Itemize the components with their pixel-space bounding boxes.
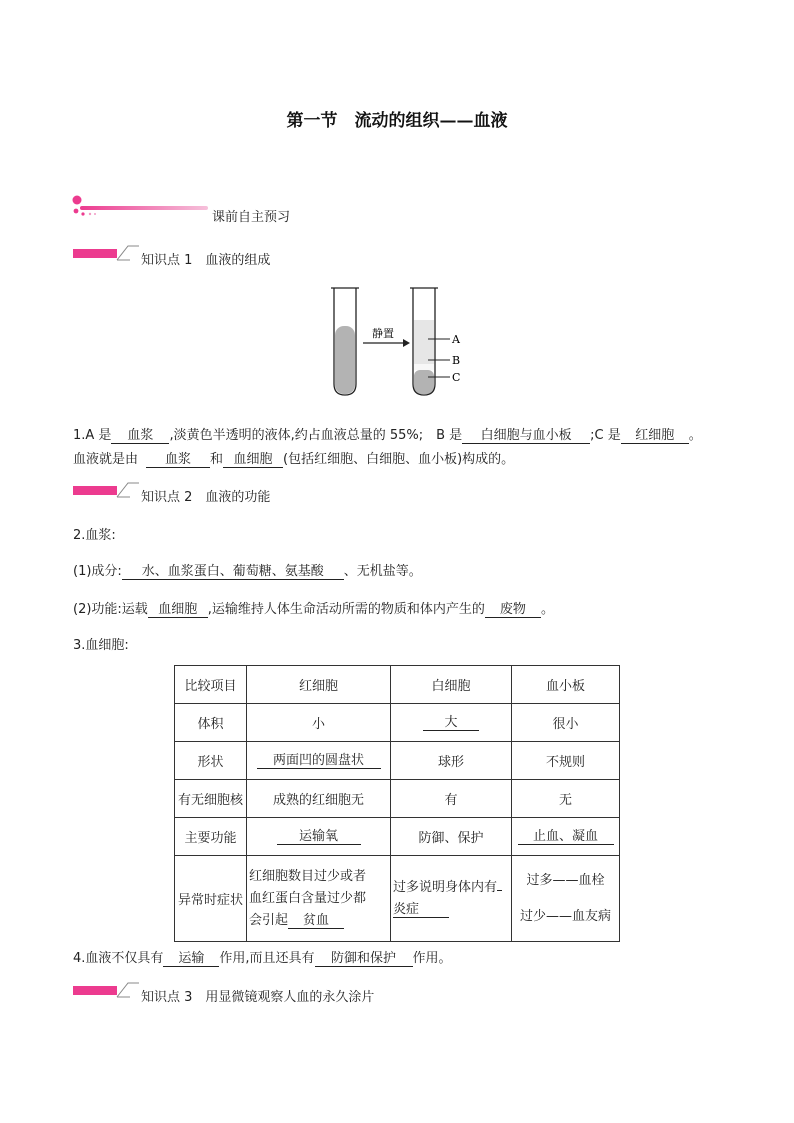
table-cell: 成熟的红细胞无 <box>247 780 391 818</box>
q1-text: ;C 是 <box>590 428 621 443</box>
table-cell-line <box>393 877 509 899</box>
table-row <box>175 704 620 742</box>
blank-line <box>497 890 502 891</box>
answer-carry-blood-cells: 血细胞 <box>148 602 208 618</box>
arrow-icon <box>363 339 410 347</box>
q2-text: 、无机盐等。 <box>343 564 422 579</box>
table-cell: 很小 <box>512 704 620 742</box>
table-cell <box>247 856 391 942</box>
kp-tag-bar <box>73 986 117 995</box>
kp-tag-slant-icon <box>116 482 140 498</box>
page-title: 第一节 流动的组织——血液 <box>286 111 508 131</box>
table-cell-line: 过多——血栓 <box>526 872 605 888</box>
q1-line2 <box>73 448 514 468</box>
table-cell: 无 <box>512 780 620 818</box>
q1-line1 <box>73 424 702 444</box>
table-cell-line: 血红蛋白含量过少都 <box>249 890 367 906</box>
q2-line2 <box>73 598 554 618</box>
q2-head: 2.血浆: <box>73 528 116 543</box>
kp2-label: 知识点 2 血液的功能 <box>141 490 271 505</box>
section-decoration-icon <box>68 192 214 220</box>
label-a: A <box>452 333 460 346</box>
answer-wbc-platelet: 白细胞与血小板 <box>462 428 590 444</box>
q3-head: 3.血细胞: <box>73 638 129 653</box>
q1-text: 和 <box>210 452 224 467</box>
kp3-label: 知识点 3 用显微镜观察人血的永久涂片 <box>141 990 375 1005</box>
kp1-label: 知识点 1 血液的组成 <box>141 253 271 268</box>
q1-text: 。 <box>688 428 702 443</box>
tube-after-icon <box>410 288 450 395</box>
q1-text: ,淡黄色半透明的液体,约占血液总量的 55%; B 是 <box>169 428 463 443</box>
label-b: B <box>452 354 461 367</box>
answer-rbc: 红细胞 <box>621 428 689 444</box>
table-header-cell: 比较项目 <box>175 666 247 704</box>
q4-text: 作用,而且还具有 <box>219 951 315 966</box>
q4-line <box>73 947 452 967</box>
table-cell: 防御、保护 <box>391 818 512 856</box>
answer-platelet-function: 止血、凝血 <box>518 829 614 845</box>
table-row-label: 主要功能 <box>175 818 247 856</box>
answer-plasma: 血浆 <box>111 428 169 444</box>
table-header-cell: 血小板 <box>512 666 620 704</box>
table-header-cell: 白细胞 <box>391 666 512 704</box>
table-row-label: 异常时症状 <box>175 856 247 942</box>
label-c: C <box>452 371 461 384</box>
answer-plasma-components: 水、血浆蛋白、葡萄糖、氨基酸 <box>122 564 344 580</box>
q1-text: (包括红细胞、白细胞、血小板)构成的。 <box>283 452 515 467</box>
answer-anemia: 贫血 <box>288 913 344 929</box>
table-row <box>175 742 620 780</box>
table-row-label: 体积 <box>175 704 247 742</box>
arrow-label: 静置 <box>372 327 394 340</box>
kp-tag-slant-icon <box>116 245 140 261</box>
table-cell: 小 <box>247 704 391 742</box>
table-cell: 有 <box>391 780 512 818</box>
table-row-label: 有无细胞核 <box>175 780 247 818</box>
answer-rbc-function: 运输氧 <box>277 829 361 845</box>
q2-text: ,运输维持人体生命活动所需的物质和体内产生的 <box>207 602 485 617</box>
answer-rbc-shape: 两面凹的圆盘状 <box>257 753 381 769</box>
table-row <box>175 856 620 942</box>
q1-text: 1.A 是 <box>73 428 112 443</box>
q2-line1 <box>73 560 422 580</box>
answer-transport: 运输 <box>163 951 219 967</box>
table-cell: 不规则 <box>512 742 620 780</box>
table-cell <box>247 818 391 856</box>
table-cell <box>512 818 620 856</box>
q2-text: (1)成分: <box>73 564 122 579</box>
answer-waste: 废物 <box>485 602 541 618</box>
answer-inflammation: 炎症 <box>393 902 449 918</box>
table-cell <box>391 856 512 942</box>
table-cell <box>512 856 620 942</box>
table-row <box>175 818 620 856</box>
test-tube-figure <box>300 282 490 402</box>
q4-text: 作用。 <box>412 951 452 966</box>
table-cell-line: 红细胞数目过少或者 <box>249 868 367 884</box>
kp-tag-bar <box>73 486 117 495</box>
table-cell <box>391 704 512 742</box>
blood-cell-comparison-table <box>174 665 620 942</box>
table-cell-line: 过少——血友病 <box>519 908 611 924</box>
answer-wbc-volume: 大 <box>423 715 479 731</box>
table-cell <box>247 742 391 780</box>
q4-text: 4.血液不仅具有 <box>73 951 164 966</box>
q1-text: 血液就是由 <box>73 452 139 467</box>
table-cell-line <box>393 899 509 921</box>
table-cell-text: 会引起 <box>249 912 289 928</box>
kp-tag-slant-icon <box>116 982 140 998</box>
table-cell-text: 过多说明身体内有 <box>393 879 498 895</box>
table-row <box>175 780 620 818</box>
answer-defense-protection: 防御和保护 <box>315 951 413 967</box>
tube-before-icon <box>331 288 359 395</box>
table-row-header <box>175 666 620 704</box>
table-cell-line <box>249 910 388 932</box>
table-cell: 球形 <box>391 742 512 780</box>
answer-plasma-2: 血浆 <box>146 452 210 468</box>
section-header-label: 课前自主预习 <box>212 210 291 225</box>
table-header-cell: 红细胞 <box>247 666 391 704</box>
table-row-label: 形状 <box>175 742 247 780</box>
q2-text: (2)功能:运载 <box>73 602 148 617</box>
answer-blood-cells: 血细胞 <box>223 452 283 468</box>
kp-tag-bar <box>73 249 117 258</box>
q2-text: 。 <box>540 602 554 617</box>
